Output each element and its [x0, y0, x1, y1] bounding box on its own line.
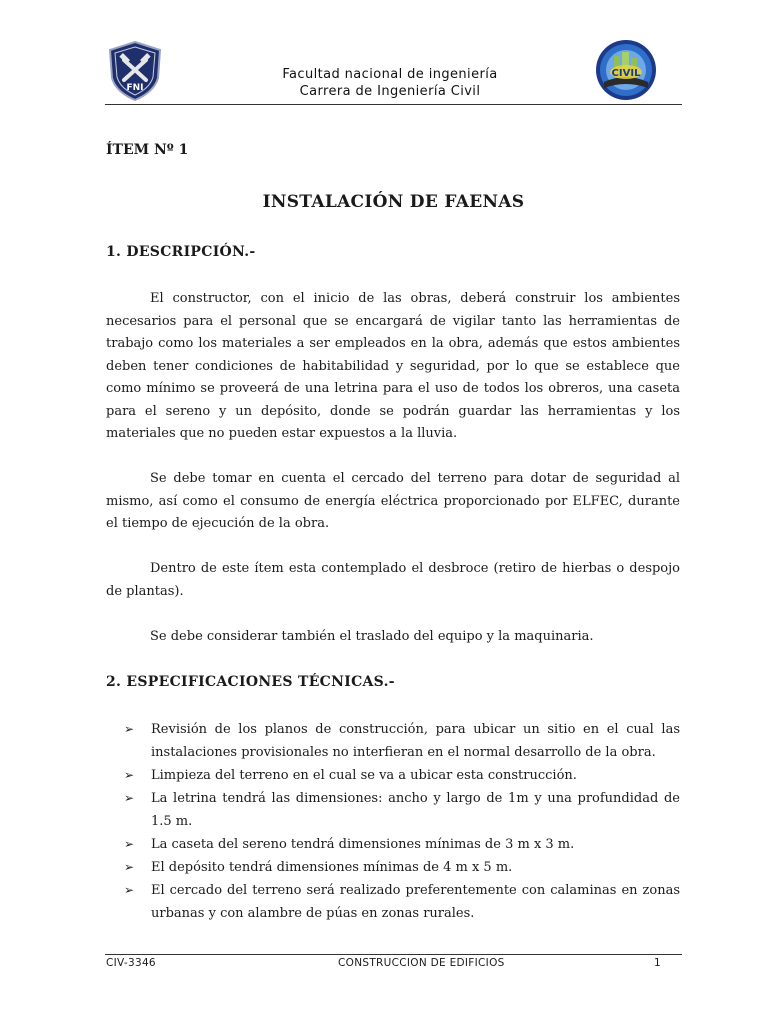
- list-item: ➢ El depósito tendrá dimensiones mínimas de 4 m x 5 m.: [124, 856, 680, 879]
- civil-logo: [594, 38, 658, 102]
- arrow-bullet-icon: ➢: [124, 860, 135, 874]
- fni-shield-logo: [106, 40, 164, 102]
- arrow-bullet-icon: ➢: [124, 837, 135, 851]
- footer-course-code: CIV-3346: [106, 957, 156, 969]
- svg-text:CIVIL: CIVIL: [611, 68, 641, 79]
- arrow-bullet-icon: ➢: [124, 883, 135, 897]
- header-divider: [105, 104, 682, 105]
- footer-divider: [105, 954, 682, 955]
- page-title: INSTALACIÓN DE FAENAS: [262, 192, 525, 212]
- faculty-name: Facultad nacional de ingeniería: [282, 67, 498, 82]
- paragraph-4: Se debe considerar también el traslado del equipo y la maquinaria.: [150, 629, 594, 644]
- arrow-bullet-icon: ➢: [124, 722, 135, 736]
- section-heading-descripcion: 1. DESCRIPCIÓN.-: [106, 244, 256, 260]
- list-item: ➢ La letrina tendrá las dimensiones: ancho y largo de 1m y una profundidad de 1.5 m.: [124, 787, 680, 833]
- item-label: ÍTEM Nº 1: [106, 142, 189, 158]
- paragraph-1: El constructor, con el inicio de las obras, deberá construir los ambientes necesarios para el personal que se encargará de vigilar tanto las herramientas de trabajo como los materiales a ser empleados en la obra, además que estos ambientes deben tener condiciones de habitabilidad y seguridad, por lo que se establece que como mínimo se proveerá de una letrina para el uso de todos los obreros, una caseta para el sereno y un depósito, donde se podrán guardar las herramientas y los materiales que no pueden estar expuestos a la lluvia.: [106, 291, 680, 441]
- arrow-bullet-icon: ➢: [124, 768, 135, 782]
- svg-text:FNI: FNI: [126, 83, 144, 93]
- list-item: ➢ La caseta del sereno tendrá dimensiones mínimas de 3 m x 3 m.: [124, 833, 680, 856]
- paragraph-2: Se debe tomar en cuenta el cercado del terreno para dotar de seguridad al mismo, así como el consumo de energía eléctrica proporcionado por ELFEC, durante el tiempo de ejecución de la obra.: [106, 471, 680, 531]
- footer-page-number: 1: [654, 957, 661, 969]
- header-title: [200, 66, 580, 100]
- spec-list: [124, 718, 680, 925]
- list-item: ➢ El cercado del terreno será realizado preferentemente con calaminas en zonas urbanas y con alambre de púas en zonas rurales.: [124, 879, 680, 925]
- section-heading-especificaciones: 2. ESPECIFICACIONES TÉCNICAS.-: [106, 674, 395, 690]
- list-item: ➢ Limpieza del terreno en el cual se va a ubicar esta construcción.: [124, 764, 680, 787]
- paragraph-3: Dentro de este ítem esta contemplado el desbroce (retiro de hierbas o despojo de plantas).: [106, 561, 680, 599]
- career-name: Carrera de Ingeniería Civil: [299, 84, 481, 99]
- arrow-bullet-icon: ➢: [124, 791, 135, 805]
- list-item: ➢ Revisión de los planos de construcción, para ubicar un sitio en el cual las instalaciones provisionales no interfieran en el normal desarrollo de la obra.: [124, 718, 680, 764]
- footer-course-name: CONSTRUCCION DE EDIFICIOS: [338, 957, 505, 969]
